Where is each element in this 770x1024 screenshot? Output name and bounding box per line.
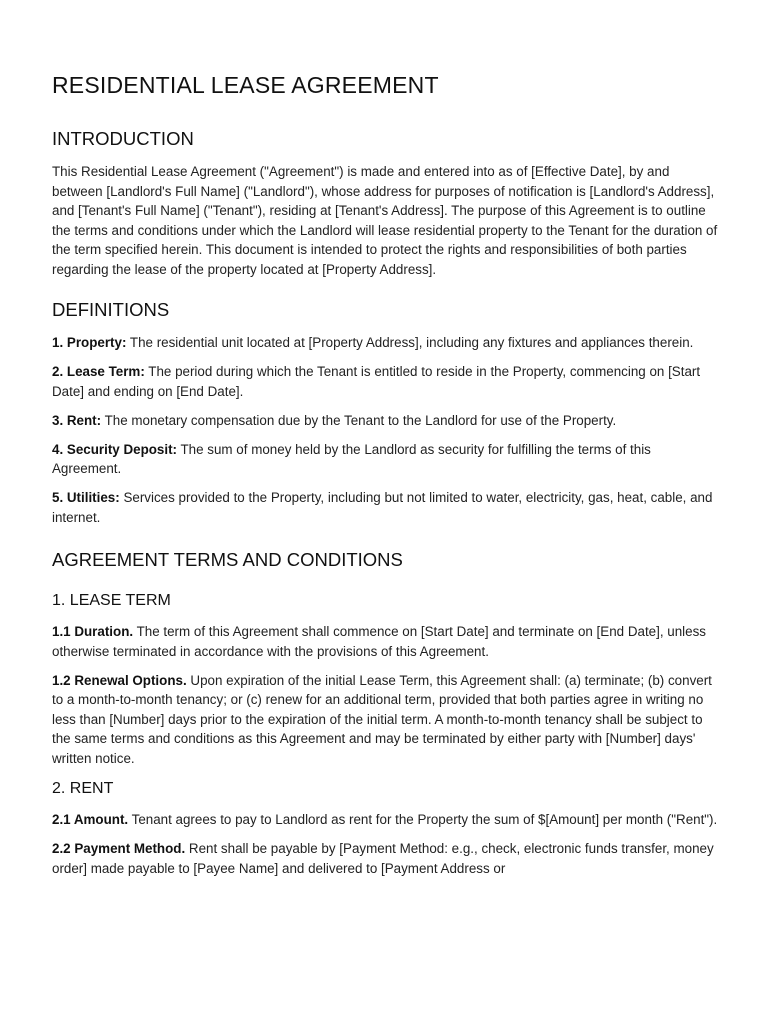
- clause-term: 2.1 Amount.: [52, 812, 129, 827]
- clause: [52, 622, 718, 661]
- definition-text: The residential unit located at [Property Address], including any fixtures and appliances therein.: [126, 335, 694, 350]
- lease-term-heading: 1. LEASE TERM: [52, 592, 171, 609]
- definition-term: 3. Rent:: [52, 412, 102, 428]
- definition-item: [52, 488, 718, 527]
- definition-term: 5. Utilities:: [52, 490, 120, 505]
- definition-item: [52, 362, 718, 401]
- clause: [52, 839, 718, 878]
- definition-text: The monetary compensation due by the Tenant to the Landlord for use of the Property.: [101, 412, 617, 428]
- rent-heading: 2. RENT: [52, 780, 114, 797]
- introduction-text: This Residential Lease Agreement ("Agreement") is made and entered into as of [Effective Date], by and between [Landlord's Full Name] ("Landlord"), whose address for purposes of notification is [Landlord's Address], and [Tenant's Full Name] ("Tenant"), residing at [Tenant's Address]. The purpose of this Agreement is to outline the terms and conditions under which the Landlord will lease residential property to the Tenant for the duration of the term specified herein. This document is intended to protect the rights and responsibilities of both parties regarding the lease of the property located at [Property Address].: [52, 164, 718, 277]
- definition-term: 2. Lease Term:: [52, 364, 145, 379]
- clause: [52, 671, 718, 769]
- clause-text: Upon expiration of the initial Lease Term, this Agreement shall: (a) terminate; (b) convert to a month-to-month tenancy; or (c) renew for an additional term, provided that both parties agree in writing no less than [Number] days prior to the expiration of the initial term. A month-to-month tenancy shall be subject to the same terms and conditions as this Agreement and may be terminated by either party with [Number] days' written notice.: [52, 672, 712, 766]
- clause-term: 1.2 Renewal Options.: [52, 672, 187, 688]
- document-title: RESIDENTIAL LEASE AGREEMENT: [52, 72, 439, 98]
- definition-item: [52, 440, 718, 479]
- clause-text: Tenant agrees to pay to Landlord as rent for the Property the sum of $[Amount] per month ("Rent").: [128, 812, 718, 827]
- terms-heading: AGREEMENT TERMS AND CONDITIONS: [52, 549, 403, 570]
- clause: [52, 810, 718, 830]
- definition-item: [52, 333, 718, 353]
- definition-text: The sum of money held by the Landlord as security for fulfilling the terms of this Agreement.: [52, 441, 651, 476]
- definition-text: The period during which the Tenant is entitled to reside in the Property, commencing on [Start Date] and ending on [End Date].: [52, 364, 701, 399]
- definition-term: 1. Property:: [52, 335, 127, 350]
- clause-text: Rent shall be payable by [Payment Method: e.g., check, electronic funds transfer, money order] made payable to [Payee Name] and delivered to [Payment Address or: [52, 841, 714, 876]
- definition-text: Services provided to the Property, including but not limited to water, electricity, gas, heat, cable, and internet.: [52, 490, 713, 525]
- clause-term: 2.2 Payment Method.: [52, 841, 186, 856]
- introduction-heading: INTRODUCTION: [52, 128, 194, 149]
- clause-text: The term of this Agreement shall commence on [Start Date] and terminate on [End Date], unless otherwise terminated in accordance with the provisions of this Agreement.: [52, 624, 706, 659]
- definitions-heading: DEFINITIONS: [52, 299, 170, 320]
- clause-term: 1.1 Duration.: [52, 624, 134, 639]
- definition-item: [52, 411, 718, 431]
- definition-term: 4. Security Deposit:: [52, 441, 178, 457]
